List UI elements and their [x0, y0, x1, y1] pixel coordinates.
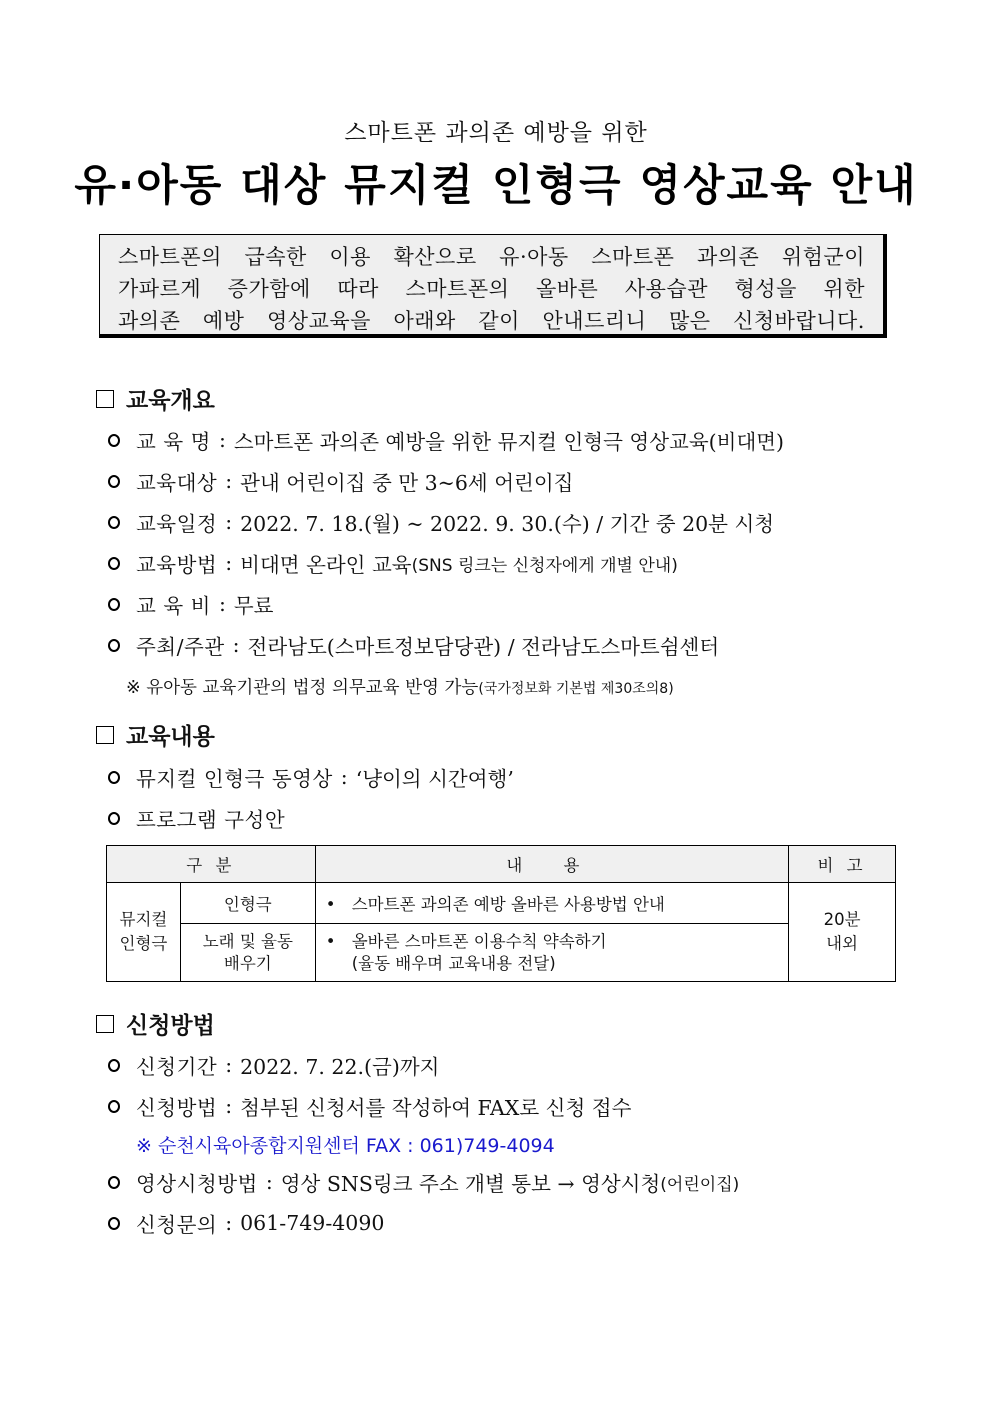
item-label: 교육일정 — [136, 512, 218, 536]
circle-bullet-icon — [108, 475, 120, 488]
bullet-dot-icon: • — [325, 895, 336, 914]
section-heading-overview — [96, 382, 215, 415]
overview-item-fee — [108, 589, 273, 619]
item-value: 스마트폰 과의존 예방을 위한 뮤지컬 인형극 영상교육(비대면) — [233, 430, 785, 454]
colon-separator: : — [225, 551, 233, 575]
content-line: 스마트폰 과의존 예방 올바른 사용방법 안내 — [351, 895, 665, 914]
item-value: 061-749-4090 — [240, 1211, 385, 1235]
category-line: 노래 및 율동 — [202, 931, 293, 951]
table-row — [107, 883, 896, 924]
table-row — [107, 924, 896, 982]
section-heading-content — [96, 718, 215, 751]
circle-bullet-icon — [108, 1059, 120, 1072]
item-label: 교 육 비 — [136, 594, 211, 618]
section-heading-text: 교육내용 — [126, 723, 215, 750]
note-cell — [789, 883, 896, 982]
document-subtitle: 스마트폰 과의존 예방을 위한 — [344, 120, 648, 146]
circle-bullet-icon — [108, 1217, 120, 1230]
section-heading-text: 신청방법 — [126, 1012, 215, 1039]
group-line: 뮤지컬 — [119, 910, 168, 929]
square-bullet-icon — [96, 726, 114, 744]
header-category: 구 분 — [107, 846, 316, 883]
intro-line: 스마트폰의 급속한 이용 확산으로 유·아동 스마트폰 과의존 위험군이 — [118, 245, 865, 269]
program-table — [106, 845, 896, 982]
item-label: 신청문의 — [136, 1213, 218, 1237]
overview-item-method — [108, 548, 678, 578]
item-label: 교육방법 — [136, 553, 218, 577]
item-value: 2022. 7. 22.(금)까지 — [240, 1055, 440, 1079]
overview-item-target — [108, 466, 573, 496]
content-line: 올바른 스마트폰 이용수칙 약속하기 — [351, 931, 607, 951]
intro-box — [99, 234, 887, 338]
header-note: 비 고 — [789, 846, 896, 883]
apply-item-viewing — [108, 1167, 739, 1197]
item-label: 주최/주관 — [136, 635, 225, 659]
circle-bullet-icon — [108, 434, 120, 447]
section-heading-text: 교육개요 — [126, 387, 215, 414]
category-line: 배우기 — [223, 953, 272, 973]
group-line: 인형극 — [119, 934, 168, 953]
item-value: 전라남도(스마트정보담당관) / 전라남도스마트쉼센터 — [247, 635, 720, 659]
circle-bullet-icon — [108, 639, 120, 652]
circle-bullet-icon — [108, 1176, 120, 1189]
item-label: 교육대상 — [136, 471, 218, 495]
bullet-dot-icon: • — [325, 931, 336, 951]
content-cell — [315, 883, 788, 924]
group-cell — [107, 883, 181, 982]
item-value: 2022. 7. 18.(월) ~ 2022. 9. 30.(수) / 기간 중 20분 시청 — [240, 512, 775, 536]
intro-line: 과의존 예방 영상교육을 아래와 같이 안내드리니 많은 신청바랍니다. — [118, 309, 865, 333]
overview-item-host — [108, 630, 719, 660]
colon-separator: : — [225, 1211, 233, 1235]
item-value: 관내 어린이집 중 만 3~6세 어린이집 — [240, 471, 574, 495]
square-bullet-icon — [96, 1015, 114, 1033]
document-title: 유·아동 대상 뮤지컬 인형극 영상교육 안내 — [74, 161, 918, 211]
colon-separator: : — [218, 592, 226, 616]
item-value: 무료 — [233, 594, 274, 618]
item-label: 프로그램 구성안 — [136, 808, 286, 832]
note-small-text: (국가정보화 기본법 제30조의8) — [478, 681, 674, 697]
fax-note: ※ 순천시육아종합지원센터 FAX : 061)749-4094 — [136, 1135, 555, 1157]
note-line: 20분 — [823, 910, 861, 929]
content-cell — [315, 924, 788, 982]
item-value: ‘냥이의 시간여행’ — [355, 767, 514, 791]
apply-item-period — [108, 1050, 439, 1080]
content-item-video — [108, 762, 514, 792]
colon-separator: : — [340, 765, 348, 789]
category-cell: 인형극 — [180, 883, 315, 924]
circle-bullet-icon — [108, 598, 120, 611]
apply-item-inquiry — [108, 1208, 384, 1238]
colon-separator: : — [232, 633, 240, 657]
item-label: 신청방법 — [136, 1096, 218, 1120]
item-value-small: (SNS 링크는 신청자에게 개별 안내) — [411, 555, 678, 576]
square-bullet-icon — [96, 390, 114, 408]
category-cell — [180, 924, 315, 982]
colon-separator: : — [225, 510, 233, 534]
table-header-row — [107, 846, 896, 883]
item-label: 뮤지컬 인형극 동영상 — [136, 767, 333, 791]
overview-item-schedule — [108, 507, 774, 537]
item-value: 비대면 온라인 교육 — [240, 553, 412, 577]
circle-bullet-icon — [108, 812, 120, 825]
colon-separator: : — [225, 1094, 233, 1118]
intro-line: 가파르게 증가함에 따라 스마트폰의 올바른 사용습관 형성을 위한 — [118, 277, 865, 301]
item-value: 영상 SNS링크 주소 개별 통보 → 영상시청 — [280, 1172, 661, 1196]
section-heading-apply — [96, 1007, 215, 1040]
circle-bullet-icon — [108, 516, 120, 529]
content-line: (율동 배우며 교육내용 전달) — [351, 953, 556, 973]
apply-item-method — [108, 1091, 631, 1121]
colon-separator: : — [218, 428, 226, 452]
overview-note — [126, 674, 674, 699]
item-label: 영상시청방법 — [136, 1172, 258, 1196]
note-text: ※ 유아동 교육기관의 법정 의무교육 반영 가능 — [126, 678, 479, 698]
circle-bullet-icon — [108, 771, 120, 784]
overview-item-name — [108, 425, 784, 455]
item-label: 교 육 명 — [136, 430, 211, 454]
item-label: 신청기간 — [136, 1055, 218, 1079]
item-value: 첨부된 신청서를 작성하여 FAX로 신청 접수 — [240, 1096, 632, 1120]
content-item-program — [108, 803, 285, 833]
item-value-small: (어린이집) — [660, 1174, 740, 1195]
colon-separator: : — [265, 1170, 273, 1194]
colon-separator: : — [225, 1053, 233, 1077]
colon-separator: : — [225, 469, 233, 493]
circle-bullet-icon — [108, 1100, 120, 1113]
header-content: 내 용 — [315, 846, 788, 883]
note-line: 내외 — [826, 934, 858, 953]
circle-bullet-icon — [108, 557, 120, 570]
